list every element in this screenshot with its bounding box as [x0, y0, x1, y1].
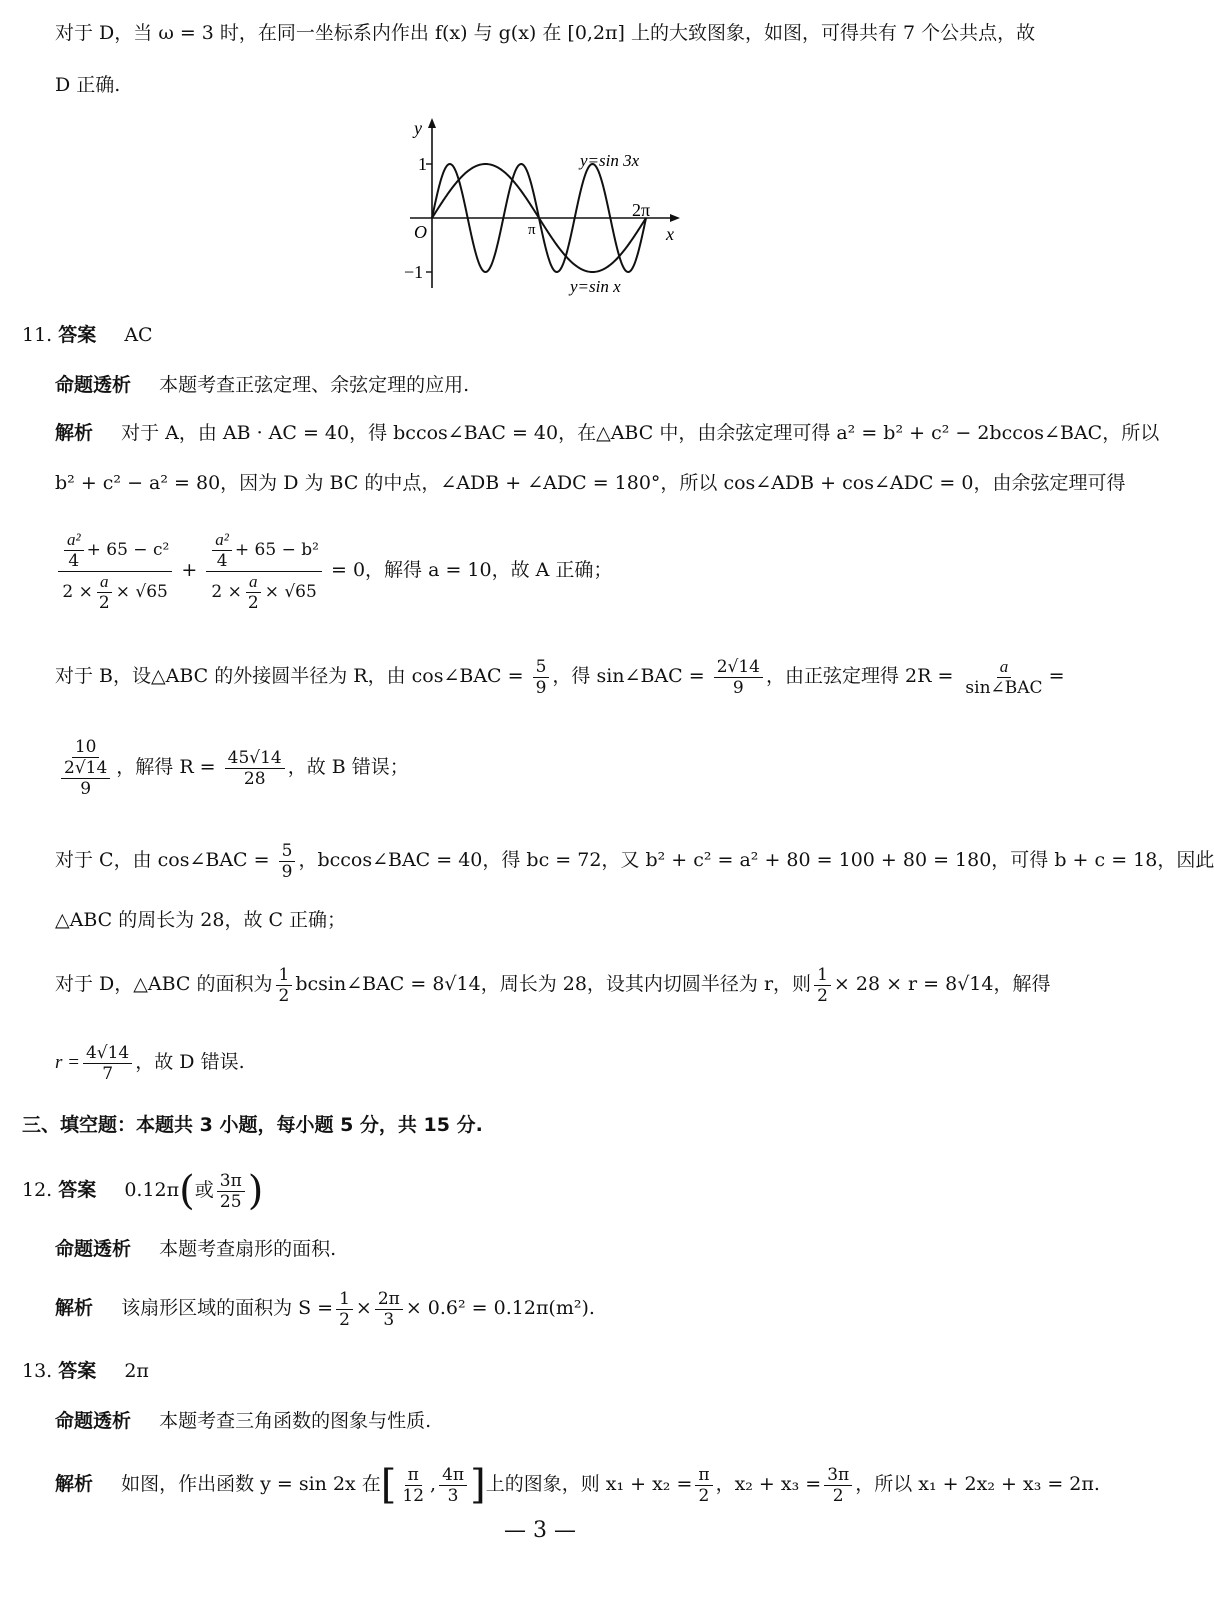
q11-answer-line: [22, 320, 1040, 350]
question-number: 12.: [22, 1179, 53, 1201]
answer-value: 0.12π: [124, 1179, 180, 1201]
analysis-text: 本题考查正弦定理、余弦定理的应用.: [159, 374, 470, 396]
analysis-label: 命题透析: [55, 1238, 132, 1260]
q11-solution-line: [55, 418, 1160, 448]
answer-label: 答案: [58, 324, 97, 346]
analysis-text: 本题考查扇形的面积.: [159, 1238, 337, 1260]
analysis-label: 命题透析: [55, 1410, 132, 1432]
tick-label-pi: π: [528, 222, 536, 238]
curve-label-sin3x: y=sin 3x: [580, 151, 640, 170]
fraction-large: $\frac{\text{a²}}{4}$ + 65 − c² 2 × $\frac{a}{2}$ × √65: [58, 530, 172, 613]
q12-solution-line: 解析 该扇形区域的面积为 S = $\frac{1}{2}$ × $\frac{2\pi}{3}$ × 0.6² = 0.12π(m²).: [55, 1288, 595, 1330]
text-line: △ABC 的周长为 28，故 C 正确；: [55, 909, 347, 931]
text-line: $\frac{10}{\frac{2√14}{9}}$ ，解得 R = $\frac{45√14}{28}$ ，故 B 错误；: [55, 728, 1040, 806]
answer-value: 2π: [124, 1360, 149, 1382]
origin-label: O: [414, 222, 427, 242]
text-line: b² + c² − a² = 80，因为 D 为 BC 的中点，∠ADB + ∠ADC = 180°，所以 cos∠ADB + cos∠ADC = 0，由余弦定理可得: [55, 472, 1126, 494]
question-number: 13.: [22, 1360, 53, 1382]
y-axis-label: y: [414, 118, 422, 138]
solution-label: 解析: [55, 1473, 94, 1495]
analysis-text: 本题考查三角函数的图象与性质.: [159, 1410, 432, 1432]
page-number: — 3 —: [504, 1518, 576, 1543]
curve-label-sinx: y=sin x: [570, 277, 621, 296]
text-line: 对于 D，当 ω = 3 时，在同一坐标系内作出 f(x) 与 g(x) 在 [0,2π] 上的大致图象，如图，可得共有 7 个公共点，故: [55, 22, 1036, 44]
text-line: 对于 C，由 cos∠BAC = $\frac{5}{9}$ ，bccos∠BAC = 40，得 bc = 72，又 b² + c² = a² + 80 = 100 + 80 = 180，可得 b + c = 18，因此: [55, 840, 1214, 882]
answer-label: 答案: [58, 1179, 97, 1201]
q11-analysis-line: [55, 370, 1040, 400]
solution-text: 对于 A，由 AB · AC = 40，得 bccos∠BAC = 40，在△ABC 中，由余弦定理可得 a² = b² + c² − 2bccos∠BAC，所以: [121, 422, 1160, 444]
tick-label-2pi: 2π: [632, 200, 651, 220]
q13-analysis-line: [55, 1406, 1040, 1436]
analysis-label: 命题透析: [55, 374, 132, 396]
question-number: 11.: [22, 324, 53, 346]
sine-graph: [400, 112, 690, 302]
tick-label-minus-1: −1: [404, 262, 424, 282]
text-line: 对于 B，设△ABC 的外接圆半径为 R，由 cos∠BAC = $\frac{5}{9}$ ，得 sin∠BAC = $\frac{2√14}{9}$ ，由正弦定理得 2R = $\frac{a}{\text{sin∠BAC}}$ =: [55, 656, 1065, 698]
tick-label-1: 1: [418, 154, 427, 174]
text-line: D 正确.: [55, 74, 121, 96]
solution-label: 解析: [55, 422, 94, 444]
q12-answer-line: 12. 答案 0.12π(或 $\frac{3\pi}{25}$ ): [22, 1168, 264, 1214]
text-line: 对于 D，△ABC 的面积为 $\frac{1}{2}$ bcsin∠BAC = 8√14，周长为 28，设其内切圆半径为 r，则 $\frac{1}{2}$ × 28 × r = 8√14，解得: [55, 964, 1051, 1006]
q13-solution-line: 解析 如图，作出函数 y = sin 2x 在[ $\frac{\pi}{12}$ , $\frac{4\pi}{3}$ ]上的图象，则 x₁ + x₂ = $\frac{\pi}{2}$ ，x₂ + x₃ = $\frac{3\pi}{2}$ ，所以 x₁ + 2x₂ + x₃ = 2π.: [55, 1462, 1100, 1508]
fraction-large: $\frac{\text{a²}}{4}$ + 65 − b² 2 × $\frac{a}{2}$ × √65: [206, 530, 322, 613]
section-heading: 三、填空题：本题共 3 小题，每小题 5 分，共 15 分.: [22, 1114, 483, 1136]
q12-analysis-line: [55, 1234, 1040, 1264]
answer-label: 答案: [58, 1360, 97, 1382]
equation-line: $\frac{\text{a²}}{4}$ + 65 − c² 2 × $\frac{a}{2}$ × √65 + $\frac{\text{a²}}{4}$ + 65 − b² 2 × $\frac{a}{2}$ × √65 = 0，解得 a = 10，故 A 正确；: [55, 525, 1040, 615]
text-line: r = $\frac{4√14}{7}$ ，故 D 错误.: [55, 1042, 245, 1084]
x-axis-label: x: [666, 224, 674, 244]
solution-label: 解析: [55, 1297, 94, 1319]
answer-value: AC: [124, 324, 153, 346]
q13-answer-line: [22, 1356, 1040, 1386]
